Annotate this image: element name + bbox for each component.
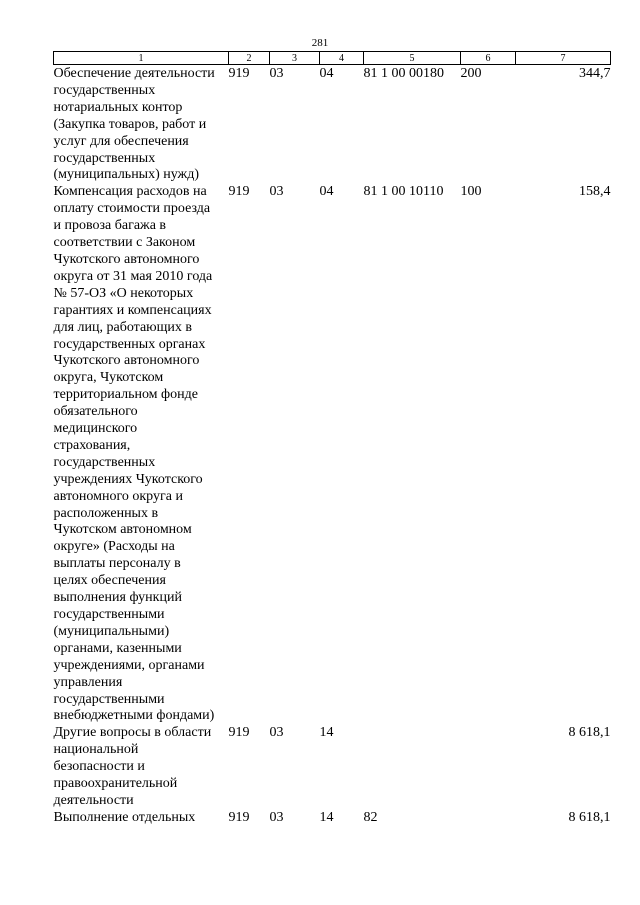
table-header	[54, 52, 611, 65]
grbs-code: 919	[228, 725, 250, 741]
item-name	[54, 810, 229, 827]
item-name-line: № 57-ОЗ «О некоторых	[53, 285, 194, 301]
item-name-line: Чукотского автономного	[53, 353, 200, 369]
column-number-5: 5	[364, 52, 461, 65]
item-name-line: округе» (Расходы на	[53, 539, 175, 555]
item-name-line: внебюджетными фондами)	[53, 708, 215, 724]
item-name-line: учреждениях Чукотского	[53, 471, 203, 487]
grbs-code: 919	[228, 809, 250, 825]
item-name-line: государственных	[53, 454, 156, 470]
amount-value: 8 618,1	[568, 725, 611, 741]
item-name-line: нотариальных контор	[53, 99, 183, 115]
column-number-4: 4	[320, 52, 364, 65]
section-code: 03	[269, 66, 284, 81]
item-name-line: медицинского	[53, 421, 138, 437]
item-name-line: расположенных в	[53, 505, 159, 521]
page-number: 281	[311, 37, 329, 49]
table-row	[54, 184, 611, 725]
expense-type-code: 200	[460, 66, 482, 81]
item-name-line: государственными	[53, 691, 165, 707]
item-name-line: Компенсация расходов на	[53, 184, 207, 200]
section-code: 03	[269, 184, 284, 200]
table-row	[54, 65, 611, 185]
section-code: 03	[269, 725, 284, 741]
item-name-line: национальной	[53, 742, 139, 758]
table-row	[54, 810, 611, 827]
item-name-line: услуг для обеспечения	[53, 133, 189, 149]
column-number-2: 2	[229, 52, 270, 65]
item-name-line: территориальном фонде	[53, 387, 198, 403]
item-name-line: гарантиях и компенсациях	[53, 302, 212, 318]
item-name-line: государственных	[53, 150, 156, 166]
subsection-code: 14	[319, 725, 334, 741]
grbs-code: 919	[228, 184, 250, 200]
item-name-line: государственных	[53, 82, 156, 98]
item-name-line: выполнения функций	[53, 590, 182, 606]
item-name-line: Другие вопросы в области	[53, 725, 212, 741]
item-name-line: Чукотского автономного	[53, 251, 200, 267]
item-name-line: и провоза багажа в	[53, 218, 167, 234]
item-name-line: деятельности	[53, 792, 134, 808]
item-name-line: органами, казенными	[53, 640, 182, 656]
expense-type-code	[461, 810, 516, 827]
item-name-line: оплату стоимости проезда	[53, 201, 211, 217]
item-name-line: для лиц, работающих в	[53, 319, 193, 335]
subsection-code: 04	[319, 66, 334, 81]
item-name-line: округа от 31 мая 2010 года	[53, 268, 213, 284]
item-name-line: целях обеспечения	[53, 573, 166, 589]
column-number-3: 3	[270, 52, 320, 65]
section-code: 03	[269, 809, 284, 825]
item-name-line: (Закупка товаров, работ и	[53, 116, 207, 132]
item-name-line: Чукотском автономном	[53, 522, 192, 538]
item-name-line: выплаты персоналу в	[53, 556, 181, 572]
amount-value: 8 618,1	[568, 809, 611, 825]
column-number-1: 1	[54, 52, 229, 65]
item-name	[54, 184, 229, 725]
item-name-line: государственных органах	[53, 336, 206, 352]
item-name-line: (муниципальных) нужд)	[53, 167, 200, 183]
item-name-line: правоохранительной	[53, 776, 178, 792]
column-number-6: 6	[461, 52, 516, 65]
item-name-line: округа, Чукотском	[53, 370, 164, 386]
subsection-code: 14	[319, 809, 334, 825]
target-article-code: 82	[363, 809, 378, 825]
item-name-line: автономного округа и	[53, 488, 183, 504]
target-article-code	[364, 725, 461, 810]
item-name	[54, 725, 229, 810]
target-article-code: 81 1 00 00180	[363, 66, 444, 81]
item-name	[54, 65, 229, 185]
target-article-code: 81 1 00 10110	[363, 184, 444, 200]
item-name-line: соответствии с Законом	[53, 235, 196, 251]
budget-table	[53, 51, 611, 827]
item-name-line: безопасности и	[53, 759, 145, 775]
table-body	[54, 65, 611, 827]
item-name-line: учреждениями, органами	[53, 657, 205, 673]
grbs-code: 919	[228, 66, 250, 81]
item-name-line: страхования,	[53, 437, 131, 453]
amount-value: 344,7	[579, 66, 611, 81]
item-name-line: обязательного	[53, 404, 138, 420]
amount-value: 158,4	[579, 184, 611, 200]
expense-type-code: 100	[460, 184, 482, 200]
item-name-line: государственными	[53, 607, 165, 622]
item-name-line: Выполнение отдельных	[53, 809, 196, 825]
column-number-row	[54, 52, 611, 65]
subsection-code: 04	[319, 184, 334, 200]
column-number-7: 7	[516, 52, 611, 65]
expense-type-code	[461, 725, 516, 810]
item-name-line: Обеспечение деятельности	[53, 66, 215, 81]
table-row	[54, 725, 611, 810]
item-name-line: управления	[53, 674, 123, 690]
item-name-line: (муниципальными)	[53, 623, 170, 639]
